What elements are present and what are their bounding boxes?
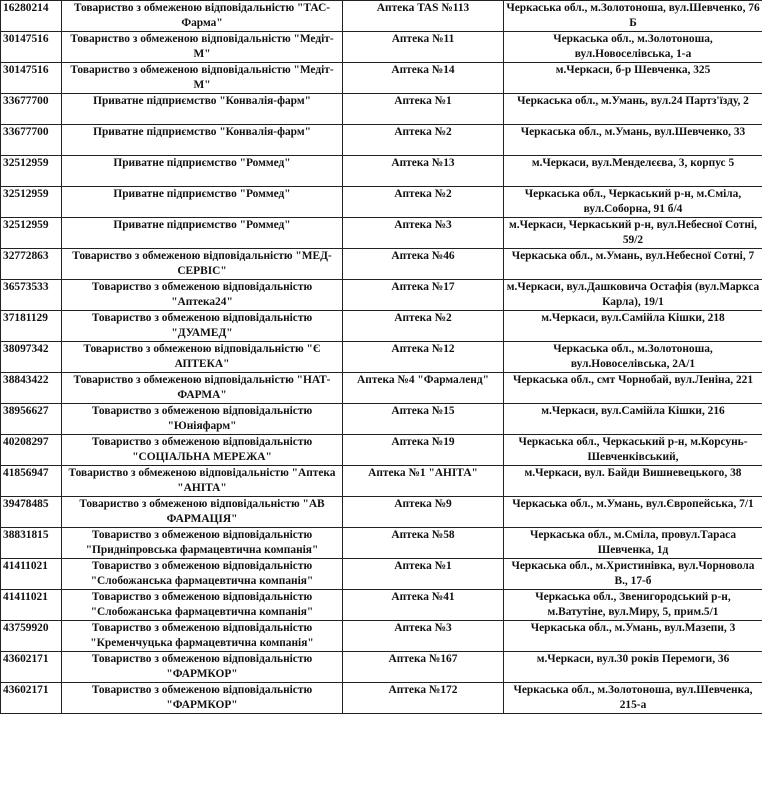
pharmacy-cell: Аптека №9 — [343, 497, 504, 528]
table-row — [1, 218, 762, 249]
pharmacy-cell: Аптека №58 — [343, 528, 504, 559]
registry-code-cell: 38097342 — [1, 342, 62, 373]
pharmacy-cell: Аптека TAS №113 — [343, 1, 504, 32]
table-row — [1, 311, 762, 342]
registry-code-cell: 38831815 — [1, 528, 62, 559]
owner-cell: Товариство з обмеженою відповідальністю "Є АПТЕКА" — [62, 342, 343, 373]
pharmacy-cell: Аптека №41 — [343, 590, 504, 621]
table-row — [1, 683, 762, 714]
table-row — [1, 466, 762, 497]
pharmacy-cell: Аптека №12 — [343, 342, 504, 373]
owner-cell: Товариство з обмеженою відповідальністю "Юніяфарм" — [62, 404, 343, 435]
address-cell: Черкаська обл., м.Золотоноша, вул.Шевченка, 215-а — [504, 683, 762, 714]
table-row — [1, 590, 762, 621]
registry-code-cell: 32512959 — [1, 187, 62, 218]
address-cell: м.Черкаси, вул.Самійла Кішки, 218 — [504, 311, 762, 342]
address-cell: Черкаська обл., м.Христинівка, вул.Чорновола В., 17-б — [504, 559, 762, 590]
address-cell: Черкаська обл., Звенигородський р-н, м.Ватутіне, вул.Миру, 5, прим.5/1 — [504, 590, 762, 621]
table-row — [1, 249, 762, 280]
owner-cell: Товариство з обмеженою відповідальністю "ФАРМКОР" — [62, 683, 343, 714]
registry-code-cell: 41856947 — [1, 466, 62, 497]
table-row — [1, 187, 762, 218]
table-row — [1, 435, 762, 466]
owner-cell: Товариство з обмеженою відповідальністю "Аптека "АНІТА" — [62, 466, 343, 497]
table-row — [1, 528, 762, 559]
pharmacy-cell: Аптека №15 — [343, 404, 504, 435]
pharmacy-cell: Аптека №17 — [343, 280, 504, 311]
owner-cell: Приватне підприємство "Роммед" — [62, 187, 343, 218]
table-row — [1, 125, 762, 156]
address-cell: Черкаська обл., Черкаський р-н, м.Сміла, вул.Соборна, 91 б/4 — [504, 187, 762, 218]
pharmacy-cell: Аптека №1 — [343, 94, 504, 125]
registry-code-cell: 43602171 — [1, 652, 62, 683]
table-row — [1, 1, 762, 32]
registry-code-cell: 32512959 — [1, 218, 62, 249]
pharmacy-cell: Аптека №2 — [343, 125, 504, 156]
table-row — [1, 342, 762, 373]
table-row — [1, 63, 762, 94]
address-cell: м.Черкаси, б-р Шевченка, 325 — [504, 63, 762, 94]
address-cell: Черкаська обл., м.Умань, вул.Мазепи, 3 — [504, 621, 762, 652]
address-cell: м.Черкаси, вул. Байди Вишневецького, 38 — [504, 466, 762, 497]
table-row — [1, 32, 762, 63]
owner-cell: Товариство з обмеженою відповідальністю "АВ ФАРМАЦІЯ" — [62, 497, 343, 528]
pharmacy-cell: Аптека №13 — [343, 156, 504, 187]
table-row — [1, 94, 762, 125]
owner-cell: Приватне підприємство "Конвалія-фарм" — [62, 125, 343, 156]
address-cell: Черкаська обл., Черкаський р-н, м.Корсунь-Шевченківський, — [504, 435, 762, 466]
registry-code-cell: 41411021 — [1, 590, 62, 621]
owner-cell: Приватне підприємство "Роммед" — [62, 218, 343, 249]
address-cell: Черкаська обл., м.Умань, вул.Шевченко, 33 — [504, 125, 762, 156]
owner-cell: Товариство з обмеженою відповідальністю "Аптека24" — [62, 280, 343, 311]
table-row — [1, 497, 762, 528]
owner-cell: Товариство з обмеженою відповідальністю "СОЦІАЛЬНА МЕРЕЖА" — [62, 435, 343, 466]
address-cell: Черкаська обл., м.Сміла, провул.Тараса Шевченка, 1д — [504, 528, 762, 559]
owner-cell: Товариство з обмеженою відповідальністю "Придніпровська фармацевтична компанія" — [62, 528, 343, 559]
pharmacy-cell: Аптека №3 — [343, 621, 504, 652]
table-row — [1, 280, 762, 311]
owner-cell: Товариство з обмеженою відповідальністю "Медіт-М" — [62, 63, 343, 94]
registry-code-cell: 32512959 — [1, 156, 62, 187]
pharmacy-cell: Аптека №4 "Фармаленд" — [343, 373, 504, 404]
address-cell: м.Черкаси, вул.Менделєєва, 3, корпус 5 — [504, 156, 762, 187]
pharmacy-table-body — [1, 1, 762, 714]
registry-code-cell: 38956627 — [1, 404, 62, 435]
owner-cell: Товариство з обмеженою відповідальністю "Слобожанська фармацевтична компанія" — [62, 590, 343, 621]
pharmacy-cell: Аптека №1 — [343, 559, 504, 590]
pharmacy-cell: Аптека №19 — [343, 435, 504, 466]
registry-code-cell: 33677700 — [1, 94, 62, 125]
address-cell: Черкаська обл., смт Чорнобай, вул.Леніна, 221 — [504, 373, 762, 404]
pharmacy-cell: Аптека №3 — [343, 218, 504, 249]
registry-code-cell: 37181129 — [1, 311, 62, 342]
table-row — [1, 621, 762, 652]
pharmacy-cell: Аптека №172 — [343, 683, 504, 714]
registry-code-cell: 33677700 — [1, 125, 62, 156]
table-row — [1, 373, 762, 404]
registry-code-cell: 32772863 — [1, 249, 62, 280]
registry-code-cell: 39478485 — [1, 497, 62, 528]
pharmacy-cell: Аптека №2 — [343, 187, 504, 218]
pharmacy-cell: Аптека №1 "АНІТА" — [343, 466, 504, 497]
owner-cell: Приватне підприємство "Роммед" — [62, 156, 343, 187]
table-row — [1, 404, 762, 435]
pharmacy-cell: Аптека №46 — [343, 249, 504, 280]
table-row — [1, 156, 762, 187]
registry-code-cell: 43602171 — [1, 683, 62, 714]
owner-cell: Приватне підприємство "Конвалія-фарм" — [62, 94, 343, 125]
address-cell: Черкаська обл., м.Умань, вул.Небесної Сотні, 7 — [504, 249, 762, 280]
owner-cell: Товариство з обмеженою відповідальністю "Медіт-М" — [62, 32, 343, 63]
address-cell: Черкаська обл., м.Золотоноша, вул.Шевченко, 76 Б — [504, 1, 762, 32]
owner-cell: Товариство з обмеженою відповідальністю "МЕД-СЕРВІС" — [62, 249, 343, 280]
address-cell: Черкаська обл., м.Золотоноша, вул.Новоселівська, 2А/1 — [504, 342, 762, 373]
registry-code-cell: 30147516 — [1, 32, 62, 63]
registry-code-cell: 36573533 — [1, 280, 62, 311]
registry-code-cell: 16280214 — [1, 1, 62, 32]
table-row — [1, 652, 762, 683]
registry-code-cell: 41411021 — [1, 559, 62, 590]
registry-code-cell: 43759920 — [1, 621, 62, 652]
registry-code-cell: 38843422 — [1, 373, 62, 404]
address-cell: м.Черкаси, Черкаський р-н, вул.Небесної Сотні, 59/2 — [504, 218, 762, 249]
owner-cell: Товариство з обмеженою відповідальністю "Кременчуцька фармацевтична компанія" — [62, 621, 343, 652]
registry-code-cell: 30147516 — [1, 63, 62, 94]
address-cell: Черкаська обл., м.Умань, вул.24 Партз'їзду, 2 — [504, 94, 762, 125]
address-cell: Черкаська обл., м.Золотоноша, вул.Новоселівська, 1-а — [504, 32, 762, 63]
registry-code-cell: 40208297 — [1, 435, 62, 466]
table-row — [1, 559, 762, 590]
pharmacy-cell: Аптека №167 — [343, 652, 504, 683]
owner-cell: Товариство з обмеженою відповідальністю "ФАРМКОР" — [62, 652, 343, 683]
owner-cell: Товариство з обмеженою відповідальністю "НАТ-ФАРМА" — [62, 373, 343, 404]
address-cell: м.Черкаси, вул.30 років Перемоги, 36 — [504, 652, 762, 683]
pharmacy-cell: Аптека №14 — [343, 63, 504, 94]
owner-cell: Товариство з обмеженою відповідальністю "ТАС-Фарма" — [62, 1, 343, 32]
pharmacy-cell: Аптека №2 — [343, 311, 504, 342]
owner-cell: Товариство з обмеженою відповідальністю "ДУАМЕД" — [62, 311, 343, 342]
address-cell: Черкаська обл., м.Умань, вул.Європейська, 7/1 — [504, 497, 762, 528]
pharmacy-cell: Аптека №11 — [343, 32, 504, 63]
address-cell: м.Черкаси, вул.Самійла Кішки, 216 — [504, 404, 762, 435]
owner-cell: Товариство з обмеженою відповідальністю "Слобожанська фармацевтична компанія" — [62, 559, 343, 590]
address-cell: м.Черкаси, вул.Дашковича Остафія (вул.Маркса Карла), 19/1 — [504, 280, 762, 311]
